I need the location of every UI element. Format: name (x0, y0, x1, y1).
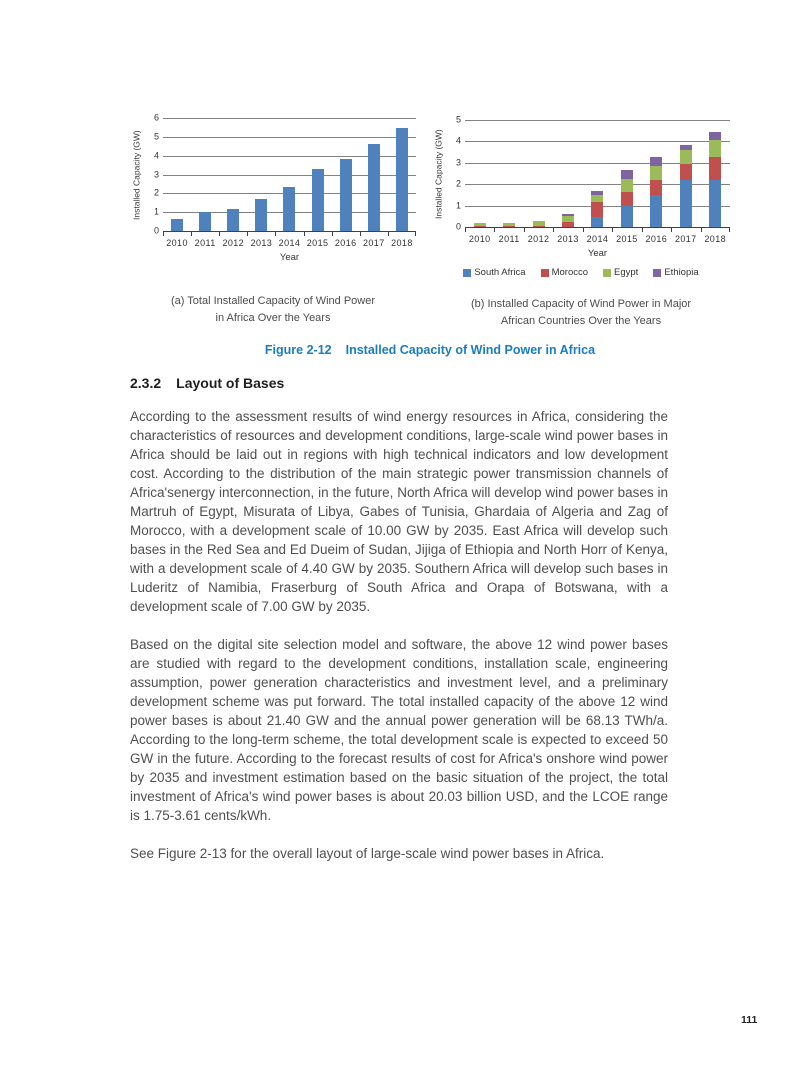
x-axis-label: Year (587, 248, 608, 259)
axis-tick (612, 228, 613, 232)
plot-area (163, 118, 416, 232)
text-column (130, 375, 668, 863)
charts-row (130, 100, 730, 330)
axis-tick (642, 228, 643, 232)
y-axis-ticks (445, 114, 465, 232)
y-tick-label: 6 (153, 112, 159, 123)
bar-segment (709, 132, 721, 141)
legend-swatch-icon (603, 269, 611, 277)
legend-item (463, 267, 525, 278)
axis-tick (360, 232, 361, 236)
bar-cell (701, 120, 730, 227)
caption-chart-b (432, 296, 730, 330)
bar (199, 212, 211, 231)
y-tick-label: 5 (153, 131, 159, 142)
bar (680, 145, 692, 227)
bar-cell (388, 118, 416, 231)
bar-cell (642, 120, 671, 227)
legend-label: South Africa (474, 267, 526, 278)
legend-item (603, 267, 638, 278)
bar (503, 217, 515, 227)
plot-area (465, 120, 730, 228)
y-tick-label: 2 (153, 187, 159, 198)
axis-tick (388, 232, 389, 236)
section-heading (130, 375, 668, 391)
bar-segment (199, 212, 211, 231)
y-tick-label: 2 (455, 178, 461, 189)
bar (227, 209, 239, 231)
bar-segment (709, 140, 721, 157)
bar-segment (474, 226, 486, 227)
figure-title-text: Installed Capacity of Wind Power in Africa (345, 343, 596, 357)
bar-segment (650, 166, 662, 180)
bar (340, 159, 352, 231)
axis-tick (191, 232, 192, 236)
bar-cell (553, 120, 582, 227)
x-tick-label: 2015 (306, 238, 329, 248)
y-tick-label: 1 (153, 206, 159, 217)
figure-title (130, 343, 730, 357)
section-title: Layout of Bases (176, 375, 285, 391)
legend-swatch-icon (463, 269, 471, 277)
bar-segment (650, 195, 662, 227)
bar-cell (524, 120, 553, 227)
section-number: 2.3.2 (130, 375, 162, 391)
y-tick-label: 0 (153, 225, 159, 236)
bar-segment (312, 169, 324, 231)
x-tick-label: 2013 (557, 234, 579, 244)
x-axis-ticks (163, 238, 416, 248)
x-tick-label: 2017 (674, 234, 697, 244)
axis-tick (163, 232, 164, 236)
axis-tick (524, 228, 525, 232)
legend-swatch-icon (653, 269, 661, 277)
chart-capacity-by-country (432, 114, 730, 278)
bar (283, 187, 295, 231)
axis-tick (304, 232, 305, 236)
x-tick-label: 2011 (498, 234, 520, 244)
axis-tick (701, 228, 702, 232)
x-tick-label: 2016 (645, 234, 668, 244)
axis-tick (583, 228, 584, 232)
y-axis-label: Installed Capacity (GW) (433, 129, 444, 219)
bar-segment (283, 187, 295, 231)
bar-segment (591, 195, 603, 202)
bar-segment (621, 206, 633, 227)
bar-segment (591, 217, 603, 227)
y-tick-label: 4 (153, 150, 159, 161)
chart-legend (432, 267, 730, 278)
bar-cell (465, 120, 494, 227)
y-tick-label: 3 (153, 169, 159, 179)
axis-tick (494, 228, 495, 232)
x-axis-label: Year (279, 252, 300, 263)
x-tick-label: 2015 (616, 234, 638, 244)
bar (591, 191, 603, 227)
bar (368, 144, 380, 231)
bar-segment (680, 180, 692, 227)
bar (312, 169, 324, 231)
page-number: 111 (741, 1014, 758, 1026)
bar-cell (304, 118, 332, 231)
axis-tick (275, 232, 276, 236)
bar-segment (368, 144, 380, 231)
bar-cell (191, 118, 219, 231)
x-tick-label: 2010 (166, 238, 188, 248)
x-tick-label: 2016 (334, 238, 357, 248)
bar (562, 210, 574, 227)
bar-segment (709, 157, 721, 179)
legend-label: Morocco (551, 267, 589, 278)
axis-tick (247, 232, 248, 236)
bar-segment (591, 202, 603, 217)
legend-item (541, 267, 588, 278)
bar-segment (533, 226, 545, 227)
axis-tick (465, 228, 466, 232)
bar-segment (340, 159, 352, 231)
bar-cell (360, 118, 388, 231)
legend-swatch-icon (541, 269, 549, 277)
bar-segment (255, 199, 267, 231)
bar-cell (332, 118, 360, 231)
x-tick-label: 2018 (704, 234, 727, 244)
y-tick-label: 1 (455, 200, 461, 211)
bar (621, 170, 633, 227)
bar-segment (709, 180, 721, 227)
axis-tick (671, 228, 672, 232)
bar (171, 216, 183, 231)
figure-label: Figure 2-12 (264, 343, 332, 357)
caption-line: (b) Installed Capacity of Wind Power in Major (470, 298, 692, 310)
axis-tick (415, 232, 416, 236)
bar-cell (163, 118, 191, 231)
chart-total-installed-capacity (130, 112, 416, 263)
x-tick-label: 2010 (468, 234, 491, 244)
y-axis-ticks (143, 112, 163, 236)
axis-tick (553, 228, 554, 232)
bar (396, 128, 408, 231)
y-tick-label: 4 (455, 135, 461, 146)
x-tick-label: 2012 (527, 234, 550, 244)
legend-label: Egypt (614, 267, 639, 278)
y-tick-label: 0 (455, 221, 461, 232)
bar-cell (219, 118, 247, 231)
bar (474, 217, 486, 227)
x-tick-label: 2018 (391, 238, 413, 248)
bar (255, 199, 267, 231)
bar-cell (612, 120, 641, 227)
paragraph: Based on the digital site selection model and software, the above 12 wind power bases are studied with regard to the development conditions, installation scale, engineering assumption, power generation characteristics and investment level, and a preliminary development scheme was put forward. The total installed capacity of the above 12 wind power bases is about 21.40 GW and the annual power generation will be 68.13 TWh/a. According to the long-term scheme, the total development scale is expected to exceed 50 GW in the future. According to the forecast results of cost for Africa's onshore wind power by 2035 and investment estimation based on the basic situation of the project, the total investment of Africa's wind power bases is about 20.03 billion USD, and the LCOE range is 1.75-3.61 cents/kWh. (130, 637, 668, 823)
figure-2-12-block (130, 100, 730, 357)
bar-segment (621, 179, 633, 192)
bar-cell (671, 120, 700, 227)
bar-segment (503, 226, 515, 227)
bar-segment (171, 219, 183, 231)
x-axis-ticks (465, 234, 730, 244)
axis-tick (219, 232, 220, 236)
legend-label: Ethiopia (664, 267, 699, 278)
caption-chart-a (130, 293, 416, 327)
bar-cell (247, 118, 275, 231)
bar-segment (621, 192, 633, 206)
bar-segment (562, 222, 574, 227)
bar-segment (227, 209, 239, 231)
bar-cell (494, 120, 523, 227)
bar-segment (680, 164, 692, 180)
caption-line: African Countries Over the Years (500, 315, 662, 327)
axis-tick (332, 232, 333, 236)
bar-segment (650, 157, 662, 166)
x-tick-label: 2014 (586, 234, 609, 244)
x-tick-label: 2011 (194, 238, 216, 248)
bar-segment (680, 150, 692, 164)
bar (650, 157, 662, 227)
y-tick-label: 5 (455, 114, 461, 125)
x-tick-label: 2017 (363, 238, 385, 248)
bar (533, 215, 545, 227)
bar-segment (621, 170, 633, 179)
paragraph: See Figure 2-13 for the overall layout of large-scale wind power bases in Africa. (130, 846, 605, 861)
chart-column-a (130, 100, 416, 330)
bar-cell (275, 118, 303, 231)
bar-segment (396, 128, 408, 231)
bar-segment (650, 180, 662, 195)
x-tick-label: 2013 (250, 238, 273, 248)
axis-tick (729, 228, 730, 232)
y-axis-label: Installed Capacity (GW) (131, 130, 142, 220)
caption-line: in Africa Over the Years (215, 312, 331, 324)
x-tick-label: 2012 (222, 238, 245, 248)
legend-item (653, 267, 698, 278)
bar (709, 132, 721, 227)
x-tick-label: 2014 (278, 238, 301, 248)
caption-line: (a) Total Installed Capacity of Wind Power (171, 295, 375, 307)
chart-column-b (432, 100, 730, 330)
paragraph: According to the assessment results of wind energy resources in Africa, considering the characteristics of resources and development conditions, large-scale wind power bases in Africa should be laid out in regions with high technical indicators and low development cost. According to the distribution of the main strategic power transmission channels of Africa'senergy interconnection, in the future, North Africa will develop wind power bases in Martruh of Egypt, Misurata of Libya, Gabes of Tunisia, Ghardaia of Algeria and Zag of Morocco, with a development scale of 10.00 GW by 2035. East Africa will develop such bases in the Red Sea and Ed Dueim of Sudan, Jijiga of Ethiopia and North Horr of Kenya, with a development scale of 4.40 GW by 2035. Southern Africa will develop such bases in Luderitz of Namibia, Fraserburg of South Africa and Orapa of Botswana, with a development scale of 7.00 GW by 2035. (130, 409, 668, 614)
y-tick-label: 3 (455, 157, 461, 168)
bar-cell (583, 120, 612, 227)
